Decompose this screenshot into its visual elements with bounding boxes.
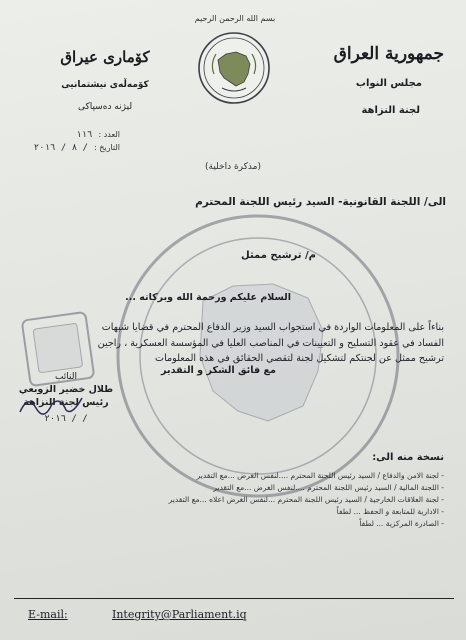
committee-name-ku: لیژنە دەسپاكی <box>77 102 133 112</box>
body-line: ترشيح ممثل عن لجنتكم لتشكيل لجنة لتقصي الحقائق في هذه المعلومات <box>155 353 444 364</box>
email-link[interactable]: Integrity@Parliament.iq <box>112 608 247 621</box>
parliament-emblem-icon <box>196 30 272 106</box>
closing-line: مع فائق الشكر و التقدير <box>161 365 276 376</box>
council-name-ku: كۆمەڵەی نیشتمانیی <box>61 80 149 90</box>
council-name-ar: مجلس النواب <box>355 78 422 89</box>
signatory-name: طلال خضير الزوبعي <box>18 384 114 395</box>
greeting: السلام عليكم ورحمة الله وبركاته ... <box>125 292 291 303</box>
country-name-ku: كۆماری عیراق <box>60 48 150 66</box>
list-item: - الصادرة المركزية ... لطفاً <box>359 519 444 528</box>
date-value: / ٨ / ٢٠١٦ <box>33 142 88 153</box>
signatory-role: النائب <box>54 372 78 382</box>
copy-to-heading: نسخة منه الى: <box>372 452 444 463</box>
list-item: - اللجنة المالية / السيد رئيس اللجنة المحترم ....لنفس الغرض ...مع التقدير <box>213 483 444 492</box>
signatory-title: رئيس لجنة النزاهة <box>23 397 109 408</box>
body-line: بناءاً على المعلومات الواردة في استجواب السيد وزير الدفاع المحترم في قضايا شبهات <box>101 322 444 333</box>
list-item: - الادارية للمتابعة و الحفظ ... لطفاً <box>336 507 444 516</box>
subject-line: م/ ترشيح ممثل <box>241 250 316 261</box>
number-label: العدد : <box>98 130 120 139</box>
recipient-line: الى/ اللجنة القانونية- السيد رئيس اللجنة المحترم <box>195 196 446 208</box>
signature-date: / / ٢٠١٦ <box>44 414 88 424</box>
list-item: - لجنة العلاقات الخارجية / السيد رئيس اللجنة المحترم ...لنفس الغرض اعلاه ...مع التقدير <box>168 495 444 504</box>
footer-divider <box>14 598 454 599</box>
reference-block <box>10 128 120 154</box>
list-item: - لجنة الامن والدفاع / السيد رئيس اللجنة المحترم ....لنفس الغرض ...مع التقدير <box>196 471 444 480</box>
handwritten-signature <box>16 390 86 420</box>
date-label: التاريخ : <box>93 143 120 152</box>
kurdish-header <box>40 48 170 112</box>
memo-title: (مذكرة داخلية) <box>205 162 261 172</box>
committee-name-ar: لجنة النزاهة <box>361 105 420 116</box>
basmala: بسم الله الرحمن الرحيم <box>194 14 276 23</box>
country-name-ar: جمهورية العراق <box>333 44 444 64</box>
number-value: ١١٦ <box>76 129 93 140</box>
email-label: E-mail: <box>28 608 68 621</box>
arabic-header <box>334 44 444 116</box>
copy-to-list <box>164 470 444 530</box>
body-line: الفساد في عقود التسليح و التعيينات في المناصب العليا في المؤسسة العسكرية ، راجين <box>97 337 444 349</box>
